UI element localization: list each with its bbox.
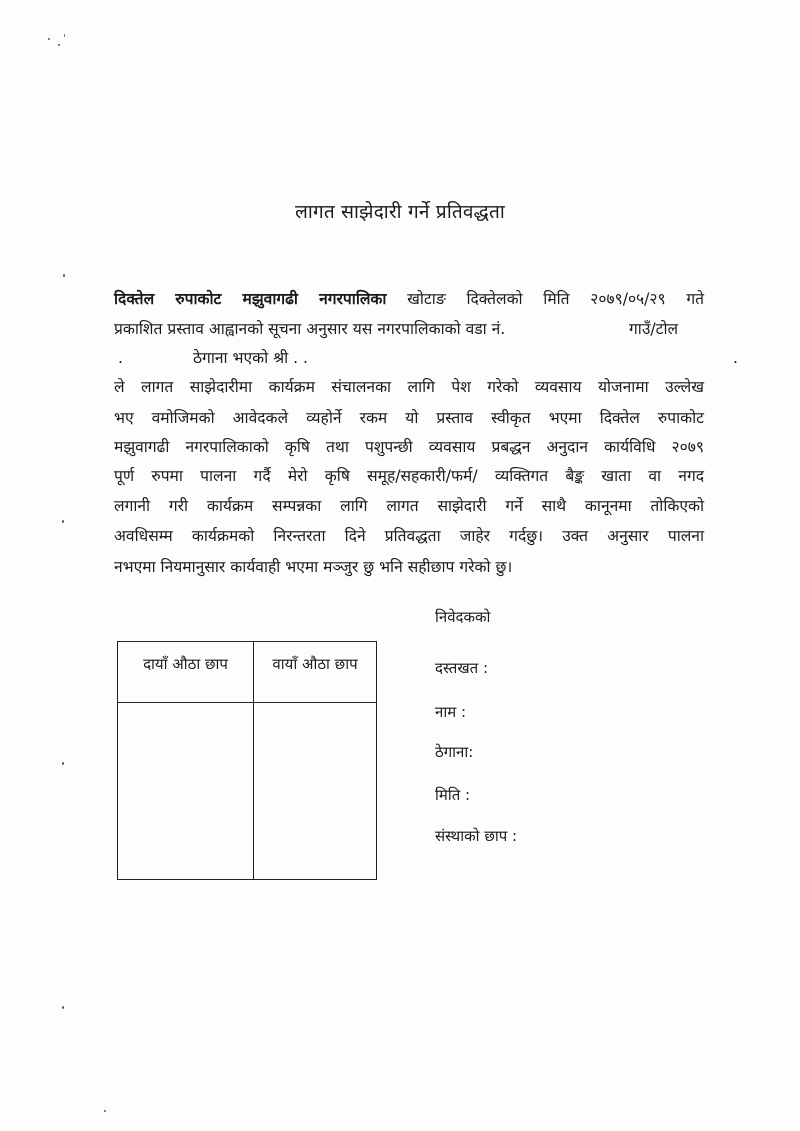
- scan-speck: [58, 44, 60, 46]
- paragraph-line-2: [114, 319, 505, 339]
- name-label: नाम :: [435, 703, 467, 721]
- scan-speck: [62, 520, 64, 523]
- line3-text: ठेगाना भएको श्री . .: [193, 349, 308, 367]
- right-thumb-label: दायाँ औठा छाप: [143, 655, 228, 673]
- scan-speck: [62, 762, 64, 765]
- left-thumb-label: वायाँ औठा छाप: [272, 655, 358, 673]
- paragraph-line-6: मझुवागढी नगरपालिकाको कृषि तथा पशुपन्छी व्यवसाय प्रबद्धन अनुदान कार्यविधि २०७९: [114, 438, 704, 456]
- scan-speck: [63, 274, 65, 277]
- line1-rest: खोटाङ दिक्तेलको मिति २०७९/०५/२९ गते: [407, 290, 704, 308]
- line2-part2: गाउँ/टोल: [629, 320, 679, 338]
- paragraph-line-4: ले लागत साझेदारीमा कार्यक्रम संचालनका लागि पेश गरेको व्यवसाय योजनामा उल्लेख: [114, 378, 704, 396]
- paragraph-line-2b: [629, 319, 678, 339]
- seal-label: संस्थाको छाप :: [435, 827, 518, 845]
- paragraph-line-9: अवधिसम्म कार्यक्रमको निरन्तरता दिने प्रतिवद्धता जाहेर गर्दछु। उक्त अनुसार पालना: [114, 527, 704, 545]
- scan-speck: [48, 38, 50, 40]
- document-title: लागत साझेदारी गर्ने प्रतिवद्धता: [295, 201, 505, 223]
- address-label: ठेगाना:: [435, 743, 474, 761]
- paragraph-line-7: पूर्ण रुपमा पालना गर्दै मेरो कृषि समूह/सहकारी/फर्म/ व्यक्तिगत बैङ्क खाता वा नगद: [114, 467, 704, 485]
- scan-speck: [64, 34, 65, 37]
- line2-part1: प्रकाशित प्रस्ताव आह्वानको सूचना अनुसार यस नगरपालिकाको वडा नं.: [114, 320, 506, 338]
- date-label: मिति :: [435, 786, 471, 804]
- scan-speck: [104, 1110, 106, 1112]
- thumbprint-table: [117, 641, 377, 880]
- line3-dot-b: .: [733, 349, 738, 367]
- table-divider-horizontal: [118, 702, 376, 703]
- paragraph-line-1: [114, 289, 704, 309]
- table-divider-vertical: [253, 642, 254, 879]
- line3-dot-a: .: [118, 349, 123, 367]
- scan-speck: [62, 1006, 64, 1009]
- paragraph-line-10: नभएमा नियमानुसार कार्यवाही भएमा मञ्जुर छु भनि सहीछाप गरेको छु।: [114, 558, 513, 576]
- applicant-heading: निवेदकको: [435, 608, 491, 626]
- signature-label: दस्तखत :: [435, 659, 488, 677]
- org-name: दिक्तेल रुपाकोट मझुवागढी नगरपालिका: [114, 290, 387, 308]
- paragraph-line-8: लगानी गरी कार्यक्रम सम्पन्नका लागि लागत साझेदारी गर्ने साथै कानूनमा तोकिएको: [114, 497, 704, 515]
- paragraph-line-5: भए वमोजिमको आवेदकले व्यहोर्ने रकम यो प्रस्ताव स्वीकृत भएमा दिक्तेल रुपाकोट: [114, 409, 704, 427]
